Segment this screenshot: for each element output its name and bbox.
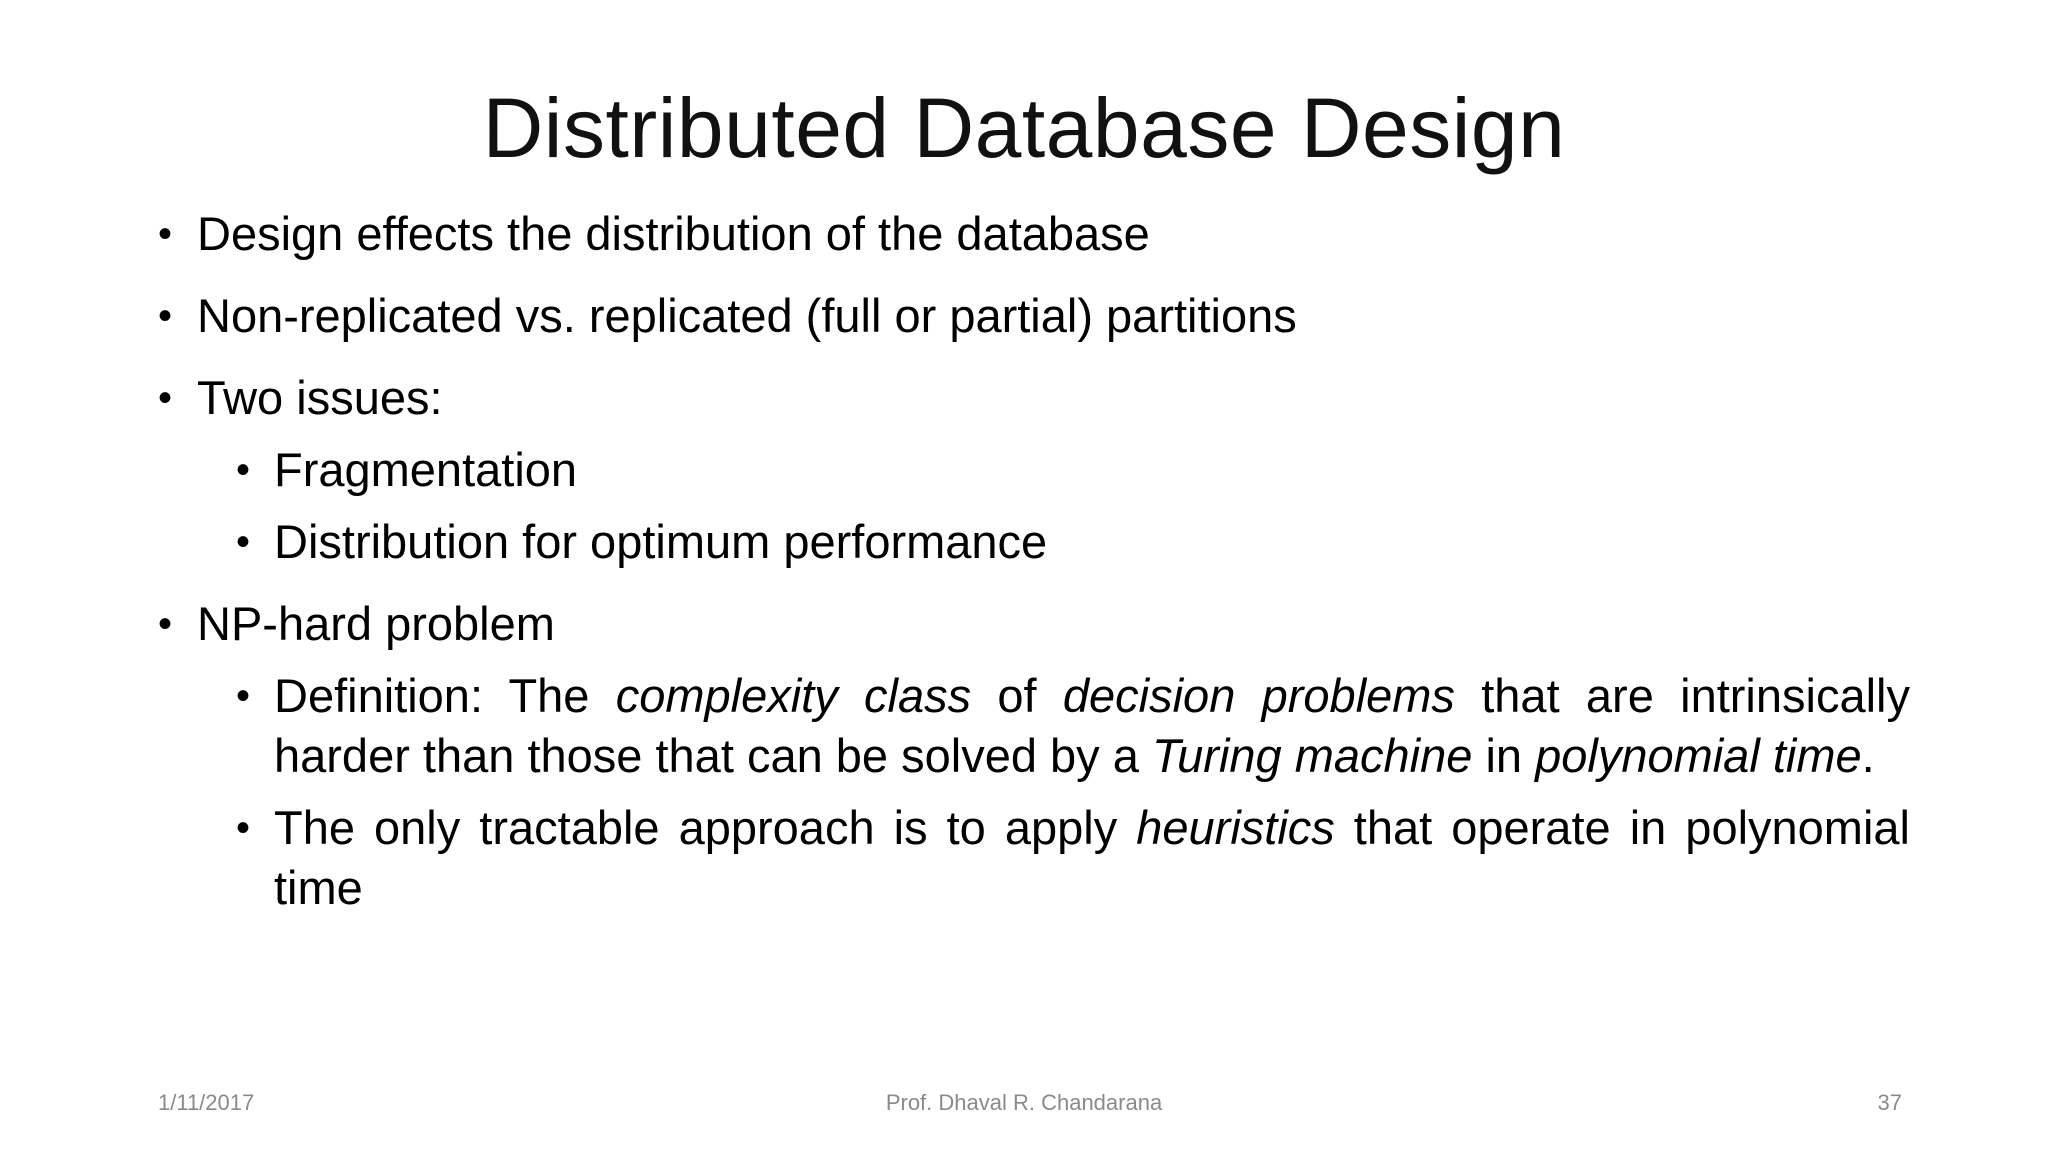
definition-emphasis: Turing machine [1151, 729, 1473, 782]
bullet-item [158, 286, 1910, 346]
sub-bullet-item [158, 512, 1910, 572]
definition-part: . [1861, 729, 1875, 782]
bullet-dot-icon: • [158, 212, 173, 256]
sub-bullet-text: Distribution for optimum performance [274, 515, 1048, 568]
bullet-item [158, 368, 1910, 428]
definition-part: that are intrinsically harder than those that can be solved by a [274, 669, 1910, 782]
sub-bullet-item-definition [158, 666, 1910, 786]
bullet-item [158, 204, 1910, 264]
bullet-dot-icon: • [236, 806, 251, 850]
bullet-text: Non-replicated vs. replicated (full or partial) partitions [197, 289, 1297, 342]
heuristics-text [274, 801, 1910, 914]
footer-date: 1/11/2017 [158, 1090, 255, 1115]
definition-part: in [1472, 729, 1536, 782]
definition-emphasis: decision problems [1062, 669, 1455, 722]
bullet-dot-icon: • [158, 602, 173, 646]
definition-part: Definition: The [274, 669, 616, 722]
footer-page-number: 37 [1877, 1090, 1902, 1115]
bullet-dot-icon: • [158, 376, 173, 420]
definition-part: of [971, 669, 1063, 722]
heuristics-part: that operate in polynomial time [274, 801, 1910, 914]
heuristics-part: The only tractable approach is to apply [274, 801, 1137, 854]
definition-text [274, 669, 1910, 782]
slide-title: Distributed Database Design [482, 81, 1566, 175]
bullet-dot-icon: • [236, 674, 251, 718]
footer-author: Prof. Dhaval R. Chandarana [885, 1090, 1163, 1115]
bullet-text: NP-hard problem [197, 597, 555, 650]
bullet-dot-icon: • [158, 294, 173, 338]
definition-emphasis: complexity class [615, 669, 972, 722]
bullet-item [158, 594, 1910, 654]
bullet-text: Design effects the distribution of the database [197, 207, 1150, 260]
sub-bullet-item-heuristics [158, 798, 1910, 918]
slide-content [158, 204, 1910, 918]
heuristics-emphasis: heuristics [1136, 801, 1335, 854]
sub-bullet-item [158, 440, 1910, 500]
sub-bullet-text: Fragmentation [274, 443, 578, 496]
bullet-text: Two issues: [197, 371, 443, 424]
bullet-dot-icon: • [236, 448, 251, 492]
bullet-dot-icon: • [236, 520, 251, 564]
definition-emphasis: polynomial time [1535, 729, 1862, 782]
